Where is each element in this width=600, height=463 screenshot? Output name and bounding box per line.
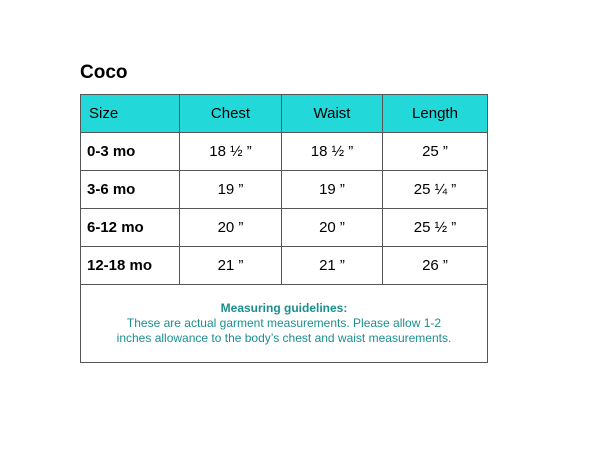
length-cell: 25 ½ ” [383,209,488,247]
page-title: Coco [80,62,128,83]
guidelines-text-line-2: inches allowance to the body’s chest and waist measurements. [116,331,452,345]
table-row [81,171,488,209]
waist-cell: 20 ” [282,209,383,247]
length-cell: 25 ¼ ” [383,171,488,209]
waist-cell: 21 ” [282,247,383,285]
chest-cell: 20 ” [180,209,282,247]
size-cell: 0-3 mo [81,133,180,171]
table-row [81,247,488,285]
column-header-chest: Chest [180,95,282,133]
guidelines-text-line-1: These are actual garment measurements. Please allow 1-2 [126,316,442,330]
column-header-waist: Waist [282,95,383,133]
table-row [81,209,488,247]
waist-cell: 19 ” [282,171,383,209]
column-header-length: Length [383,95,488,133]
guidelines-cell [81,285,488,363]
size-cell: 6-12 mo [81,209,180,247]
chest-cell: 19 ” [180,171,282,209]
length-cell: 26 ” [383,247,488,285]
column-header-size: Size [81,95,180,133]
guidelines-row [81,285,488,363]
guidelines-heading: Measuring guidelines: [220,301,348,315]
length-cell: 25 ” [383,133,488,171]
table-row [81,133,488,171]
table-header-row [81,95,488,133]
chest-cell: 21 ” [180,247,282,285]
size-chart-table [80,94,488,363]
chest-cell: 18 ½ ” [180,133,282,171]
size-cell: 3-6 mo [81,171,180,209]
waist-cell: 18 ½ ” [282,133,383,171]
size-cell: 12-18 mo [81,247,180,285]
